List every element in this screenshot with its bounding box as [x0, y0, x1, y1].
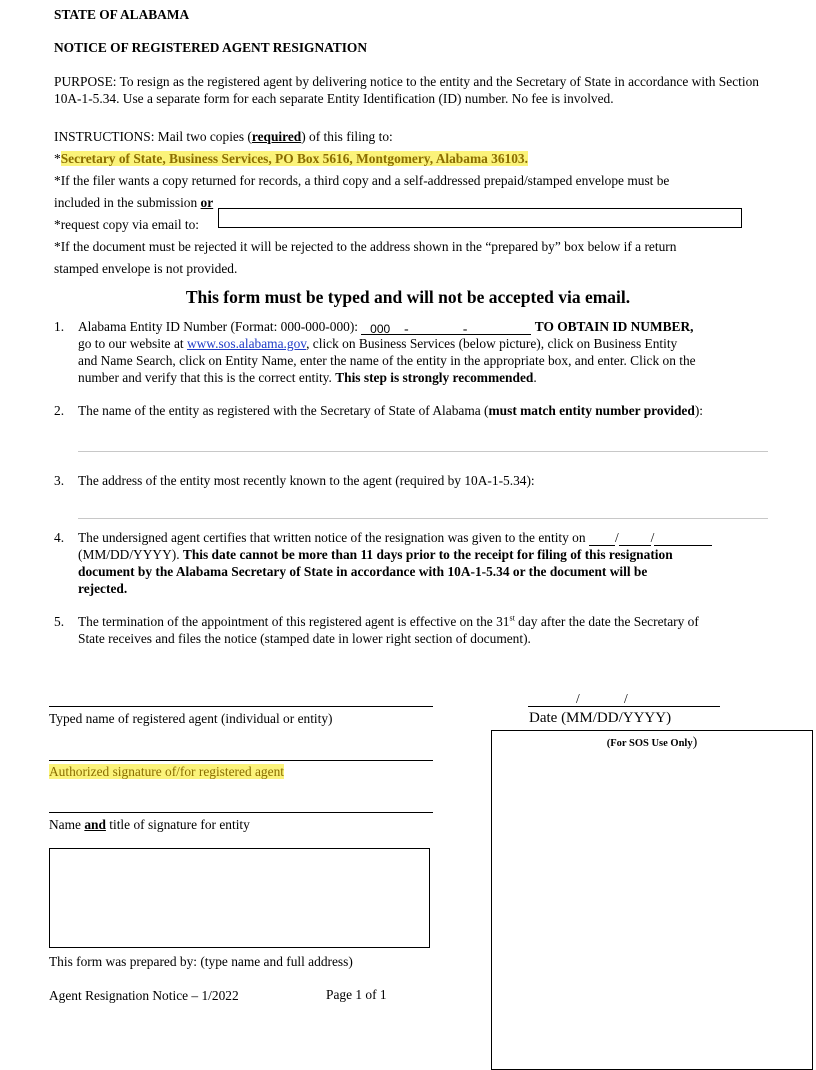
sos-use-label: [491, 734, 813, 752]
signer-name-prefix: Name: [49, 817, 85, 832]
typed-name-label: Typed name of registered agent (individual or entity): [49, 711, 333, 726]
authorized-signature-field[interactable]: [49, 760, 433, 761]
termination-text-b: day after the date the Secretary of: [514, 614, 699, 629]
verify-text: number and verify that this is the correct entity.: [78, 370, 336, 385]
date-label: Date (MM/DD/YYYY): [529, 710, 672, 726]
signer-name-field[interactable]: [49, 812, 433, 813]
signer-name-suffix: title of signature for entity: [105, 817, 250, 832]
mailing-address: Secretary of State, Business Services, PO Box 5616, Montgomery, Alabama 36103.: [60, 151, 528, 166]
website-suffix: , click on Business Services (below picture), click on Business Entity: [306, 336, 678, 351]
entity-id-label: Alabama Entity ID Number (Format: 000-000-000):: [78, 319, 359, 334]
form-id: Agent Resignation Notice – 1/2022: [49, 988, 239, 1003]
copy-instruction-1: *If the filer wants a copy returned for records, a third copy and a self-addressed prepaid/stamped envelope must be: [54, 173, 670, 188]
and-word: and: [84, 817, 106, 832]
entity-name-label: The name of the entity as registered with the Secretary of State of Alabama (: [78, 403, 489, 418]
asterisk: *: [54, 151, 61, 166]
strongly-recommended: This step is strongly recommended: [335, 370, 534, 385]
purpose-paragraph: PURPOSE: To resign as the registered agent by delivering notice to the entity and the Secretary of State in accordance with Section 10A-1-5.34. Use a separate form for each separate Entity Identification (ID) number. No fee is involved.: [54, 74, 759, 107]
item-1-line-2: [78, 335, 770, 352]
obtain-id-label: TO OBTAIN ID NUMBER,: [534, 319, 694, 334]
entity-address-field[interactable]: [78, 518, 768, 519]
item-4-number: 4.: [54, 530, 65, 545]
sos-use-text: (For SOS Use Only: [606, 738, 693, 749]
agent-date-sep-1: /: [576, 691, 580, 706]
sos-website-link[interactable]: www.sos.alabama.gov: [186, 336, 307, 351]
item-1-line-4: [78, 369, 770, 386]
date-warning-1: This date cannot be more than 11 days prior to the receipt for filing of this resignation: [182, 547, 673, 562]
reject-instruction-2: stamped envelope is not provided.: [54, 261, 238, 276]
item-2-number: 2.: [54, 403, 65, 418]
email-input[interactable]: [218, 208, 742, 228]
sos-use-box: [491, 730, 813, 1070]
authorized-signature-text: Authorized signature of/for registered agent: [49, 764, 284, 779]
item-1-number: 1.: [54, 319, 65, 334]
termination-sup: st: [509, 613, 515, 623]
entity-id-prefix: 000: [370, 322, 391, 337]
entity-id-part-1[interactable]: [361, 320, 417, 335]
typed-notice: This form must be typed and will not be accepted via email.: [185, 287, 631, 307]
notice-date-sep-1: /: [614, 530, 619, 545]
notice-date-label: The undersigned agent certifies that written notice of the resignation was given to the entity on: [78, 530, 586, 545]
form-title: NOTICE OF REGISTERED AGENT RESIGNATION: [54, 40, 368, 55]
signer-name-label: [49, 816, 250, 833]
notice-date-month[interactable]: [589, 531, 615, 546]
copy-instruction-2-text: included in the submission: [54, 195, 201, 210]
instructions-tail: ) of this filing to:: [301, 129, 393, 144]
item-1-period: .: [533, 370, 537, 385]
date-format-text: (MM/DD/YYYY).: [78, 547, 183, 562]
typed-name-field[interactable]: [49, 706, 433, 707]
entity-name-field[interactable]: [78, 451, 768, 452]
website-prefix: go to our website at: [78, 336, 187, 351]
item-3-number: 3.: [54, 473, 65, 488]
page-number: Page 1 of 1: [326, 987, 387, 1002]
must-match-text: must match entity number provided: [488, 403, 695, 418]
item-1-line-1: [78, 318, 770, 335]
or-word: or: [200, 195, 214, 210]
entity-address-label: The address of the entity most recently known to the agent (required by 10A-1-5.34):: [78, 473, 535, 488]
mailing-address-line: [54, 150, 528, 167]
entity-id-part-3[interactable]: [467, 320, 531, 335]
item-5-line-1: [78, 613, 778, 630]
item-4-line-1: [78, 529, 778, 546]
notice-date-sep-2: /: [650, 530, 655, 545]
sos-use-paren: ): [692, 735, 698, 750]
email-label: *request copy via email to:: [54, 217, 200, 232]
copy-instruction-2: [54, 194, 213, 211]
entity-id-part-2[interactable]: [417, 320, 467, 335]
entity-id-dash-1: -: [404, 321, 409, 337]
item-2-end: ):: [694, 403, 704, 418]
item-5-line-2: State receives and files the notice (stamped date in lower right section of document).: [78, 631, 531, 646]
date-warning-2: document by the Alabama Secretary of State in accordance with 10A-1-5.34 or the document will be: [78, 564, 648, 579]
agent-date-sep-2: /: [624, 691, 628, 706]
notice-date-year[interactable]: [654, 531, 712, 546]
termination-text-a: The termination of the appointment of this registered agent is effective on the 31: [78, 614, 510, 629]
entity-id-dash-2: -: [462, 321, 468, 337]
state-heading: STATE OF ALABAMA: [54, 7, 190, 22]
item-1-line-3: and Name Search, click on Entity Name, enter the name of the entity in the appropriate box, and enter. Click on the: [78, 353, 696, 368]
reject-instruction-1: *If the document must be rejected it will be rejected to the address shown in the “prepared by” box below if a return: [54, 239, 677, 254]
notice-date-day[interactable]: [619, 531, 651, 546]
item-2-text: [78, 402, 778, 419]
prepared-by-label: This form was prepared by: (type name and full address): [49, 954, 353, 969]
required-word: required: [251, 129, 302, 144]
authorized-signature-label: [49, 763, 284, 780]
instructions-lead: INSTRUCTIONS: Mail two copies (: [54, 129, 252, 144]
item-4-line-2: [78, 546, 770, 563]
item-5-number: 5.: [54, 614, 65, 629]
instructions-line: [54, 128, 393, 145]
prepared-by-box[interactable]: [49, 848, 430, 948]
date-warning-3: rejected.: [78, 581, 128, 596]
